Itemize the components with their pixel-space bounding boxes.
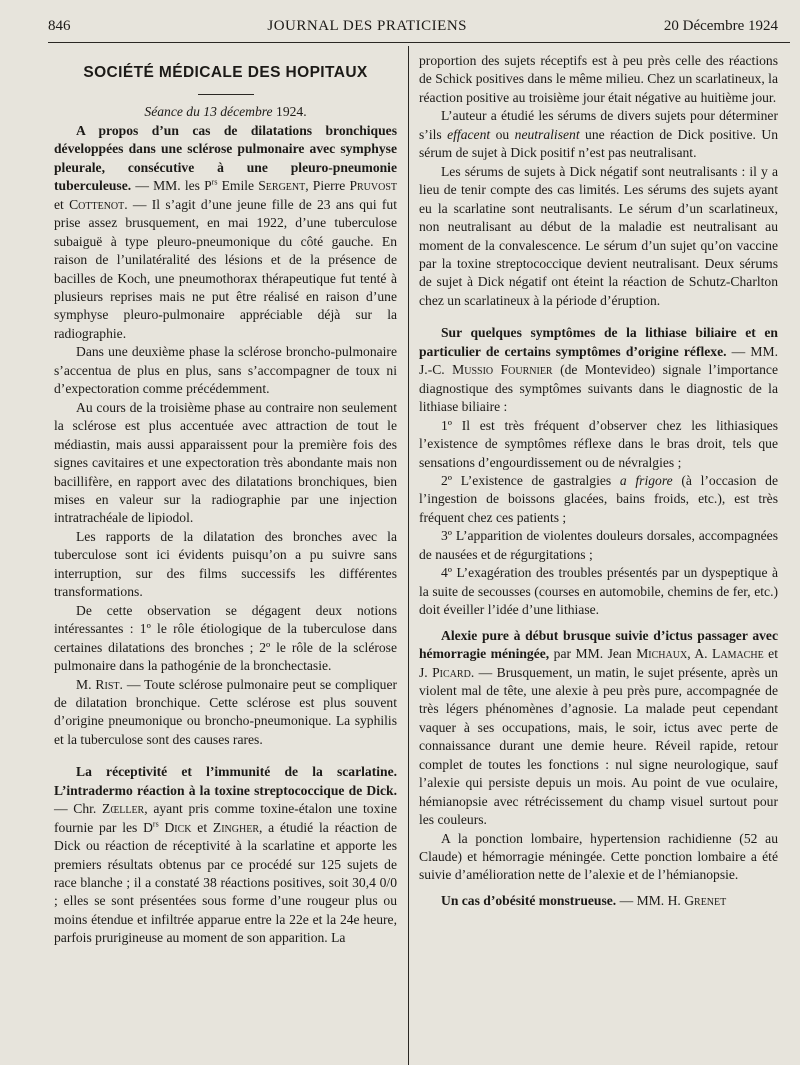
list-item-text: (à l’occasion de l’ingestion de boissons glacées, bains froids, etc.), est très fréquent chez ces patients ; bbox=[419, 472, 778, 525]
article-title: Un cas d’obésité monstrueuse. bbox=[441, 892, 617, 908]
article-body: . — Il s’agit d’une jeune fille de 23 ans qui fut prise assez brusquement, en mai 1922, d’une tuberculose subaiguë à type pleuro-pneumonique du côté gauche. En raison de l’unilatéralité des lésions et de la présence de bacilles de Koch, une pneumothorax thérapeutique fut tenté à plusieurs reprises mais ne put être réalisé en raison d’une symphyse pleuro-pulmonaire appréciable déjà sur la radiographie. bbox=[54, 196, 397, 341]
article-body: . — Brusquement, un matin, le sujet présente, après un violent mal de tête, une alexie à peu près pure, accompagnée de très légers phénomènes d’agnosie. La malade peut cependant vaquer à ses occupations, mais, le soir, ictus avec perte de connaissance durant une demie heure. Réveil rapide, retour complet de toutes les fonctions : nul signe neurologique, sauf l’alexie qui persiste depuis un mois. Au point de vue oculaire, hémianopsie avec rétrécissement du champ visuel surtout pour les couleurs. bbox=[419, 664, 778, 828]
author-name: Michaux bbox=[636, 646, 688, 662]
list-item-text: 2º L’existence de gastralgies bbox=[441, 472, 620, 488]
list-item bbox=[419, 472, 778, 527]
author-name: Dick bbox=[158, 819, 192, 835]
article-title: A propos d’un cas de dilatations bronchiques développées dans une sclérose pulmonaire avec symphyse pleurale, consécutive à une pleuro-pneumonie tuberculeuse. bbox=[54, 122, 397, 194]
paragraph: Les sérums de sujets à Dick négatif sont neutralisants : il y a lieu de tenir compte des cas limités. Les sérums des sujets ayant eu la scarlatine sont neutralisants. Le sérum d’un scarlatineux, non neutralisant au début de la maladie est neutralisant au moment de la convalescence. Le sérum d’un sujet qu’on vaccine par la toxine streptococcique devient neutralisant. Deux sérums de sujet à Dick négatif ont éteint la réaction de Schutz-Charlton chez un scarlatineux à la période d’éruption. bbox=[419, 163, 778, 308]
article-lithiase bbox=[419, 324, 778, 416]
paragraph-body: L’auteur a étudié les sérums de divers sujets pour déterminer s’ils bbox=[419, 108, 778, 142]
list-item: 4º L’exagération des troubles présentés par un dyspeptique à la suite de secousses (courses en automobile, chemins de fer, etc.) doit éveiller l’idée d’une lithiase. bbox=[419, 565, 778, 618]
paragraph: proportion des sujets réceptifs est à peu près celle des réactions de Schick positives dans le même milieu. Chez un scarlatineux, la réaction positive au troisième jour était négative au huitième jour. bbox=[419, 53, 778, 105]
paragraph-body: . — Toute sclérose pulmonaire peut se compliquer de dilatation bronchique. Cette sclérose est plus souvent d’origine pneumonique ou broncho-pneumonique. La syphilis et la tuberculose sont des causes rares. bbox=[54, 676, 398, 747]
seance-label: Séance du 13 décembre bbox=[144, 104, 273, 120]
section-title: SOCIÉTÉ MÉDICALE DES HOPITAUX bbox=[83, 64, 368, 81]
author-title-sup: rs bbox=[152, 819, 159, 829]
section-rule bbox=[198, 94, 254, 95]
article-body: (de Montevideo) signale l’importance diagnostique des symptômes suivants dans le diagnostic de la lithiase biliaire : bbox=[419, 362, 778, 415]
author-prefix: — MM. J.-C. bbox=[419, 343, 778, 378]
article-alexie bbox=[419, 627, 778, 830]
author-first-name: , Pierre bbox=[305, 178, 350, 194]
article-scarlatine bbox=[54, 763, 397, 948]
spacer bbox=[54, 749, 397, 763]
author-name: Mussio Fournier bbox=[452, 362, 553, 378]
paragraph: De cette observation se dégagent deux notions intéressantes : 1º le rôle étiologique de la tuberculose dans certaines dilatations des bronches ; 2º le rôle de la sclérose pulmonaire dans la pathogénie de la bronchectasie. bbox=[54, 602, 397, 674]
author-name: Lamache bbox=[712, 646, 764, 662]
column-divider bbox=[408, 46, 409, 1065]
author-first-name: Emile bbox=[217, 178, 259, 194]
italic-term: neutralisent bbox=[514, 126, 580, 142]
author-prefix: — MM. H. bbox=[616, 892, 685, 908]
spacer bbox=[419, 885, 778, 892]
author-name: Sergent bbox=[258, 178, 306, 194]
author-prefix: par MM. Jean bbox=[549, 646, 637, 662]
author-name: Zingher bbox=[212, 819, 259, 835]
author-title-sup: rs bbox=[211, 177, 218, 187]
issue-date: 20 Décembre 1924 bbox=[663, 18, 778, 34]
paragraph: Au cours de la troisième phase au contraire non seulement la sclérose est plus accentuée avec attraction de tout le médiastin, mais aussi apparaissent pour la première fois des signes cavitaires et une expectoration très abondante mais non bacillifère, en rapport avec des dilatations bronchiques, bien mises en valeur sur la radiographie par une injection intratrachéale de lipiodol. bbox=[54, 399, 397, 526]
journal-title: JOURNAL DES PRATICIENS bbox=[267, 18, 467, 34]
list-item: 1º Il est très fréquent d’observer chez les lithiasiques l’existence de symptômes réflexe dans le bras droit, tels que sensations d’engourdissement ou de névralgies ; bbox=[419, 417, 778, 470]
spacer bbox=[419, 620, 778, 627]
paragraph: A la ponction lombaire, hypertension rachidienne (52 au Claude) et hémorragie méningée. Cette ponction lombaire a été suivie d’amélioration nette de l’alexie et de l’hémianopsie. bbox=[419, 830, 778, 883]
conjunction: et bbox=[54, 196, 70, 212]
conjunction: et J. bbox=[419, 646, 778, 680]
paragraph-rist bbox=[54, 676, 397, 750]
conjunction: et bbox=[191, 819, 213, 835]
author-name: Grenet bbox=[684, 892, 727, 908]
article-body: , ayant pris comme toxine-étalon une toxine fournie par les D bbox=[54, 801, 397, 835]
author-prefix: — Chr. bbox=[54, 801, 103, 817]
right-column bbox=[419, 52, 778, 1065]
paragraph: Les rapports de la dilatation des bronches avec la tuberculose sont ici évidents puisqu’on a pu suivre sans interruption, sur des films successifs les différentes transformations. bbox=[54, 528, 397, 600]
article-dilatations bbox=[54, 122, 397, 343]
article-title: La réceptivité et l’immunité de la scarlatine. L’intradermo réaction à la toxine streptococcique de Dick. bbox=[54, 764, 397, 798]
spacer bbox=[419, 310, 778, 324]
article-body: , a étudié la réaction de Dick ou réaction de réceptivité à la scarlatine et apporte les premiers résultats obtenus par ce procédé sur 125 sujets de race blanche ; il a constaté 38 réactions positives, soit 30,4 0/0 ; elles se sont présentées sous forme d’une rougeur plus ou moins étendue et infiltrée apparue entre la 22e et la 24e heure, parfois prurigineuse au moment de son apparition. La bbox=[54, 819, 397, 946]
seance-year: 1924. bbox=[276, 104, 307, 120]
paragraph-serums bbox=[419, 107, 778, 162]
author-prefix: — MM. les P bbox=[131, 178, 212, 194]
left-column bbox=[54, 52, 397, 1065]
list-item: 3º L’apparition de violentes douleurs dorsales, accompagnées de nausées et de régurgitations ; bbox=[419, 528, 778, 562]
paragraph: Dans une deuxième phase la sclérose broncho-pulmonaire s’accentua de plus en plus, sans s’accompagner de toux ni d’expectoration comme précédemment. bbox=[54, 344, 397, 397]
author-name: Cottenot bbox=[69, 196, 125, 212]
author-name: Pruvost bbox=[349, 178, 398, 194]
author-name: Picard bbox=[432, 664, 471, 680]
author-name: M. Rist bbox=[76, 676, 120, 692]
article-obesite bbox=[419, 892, 778, 910]
italic-term: effacent bbox=[447, 126, 491, 142]
paragraph-body: une réaction de Dick positive. Un sérum de sujet à Dick positif n’est pas neutralisant. bbox=[419, 126, 779, 161]
seance-date bbox=[54, 103, 397, 121]
conjunction: ou bbox=[490, 126, 515, 142]
author-separator: , A. bbox=[687, 646, 713, 662]
page-header bbox=[48, 18, 778, 40]
page-number: 846 bbox=[48, 18, 71, 34]
italic-term: a frigore bbox=[619, 472, 673, 488]
header-rule bbox=[48, 42, 790, 43]
author-name: Zœller bbox=[102, 801, 145, 817]
article-title: Sur quelques symptômes de la lithiase biliaire et en particulier de certains symptômes d’origine réflexe. bbox=[419, 325, 778, 359]
article-title: Alexie pure à début brusque suivie d’ictus passager avec hémorragie méningée, bbox=[419, 627, 778, 662]
